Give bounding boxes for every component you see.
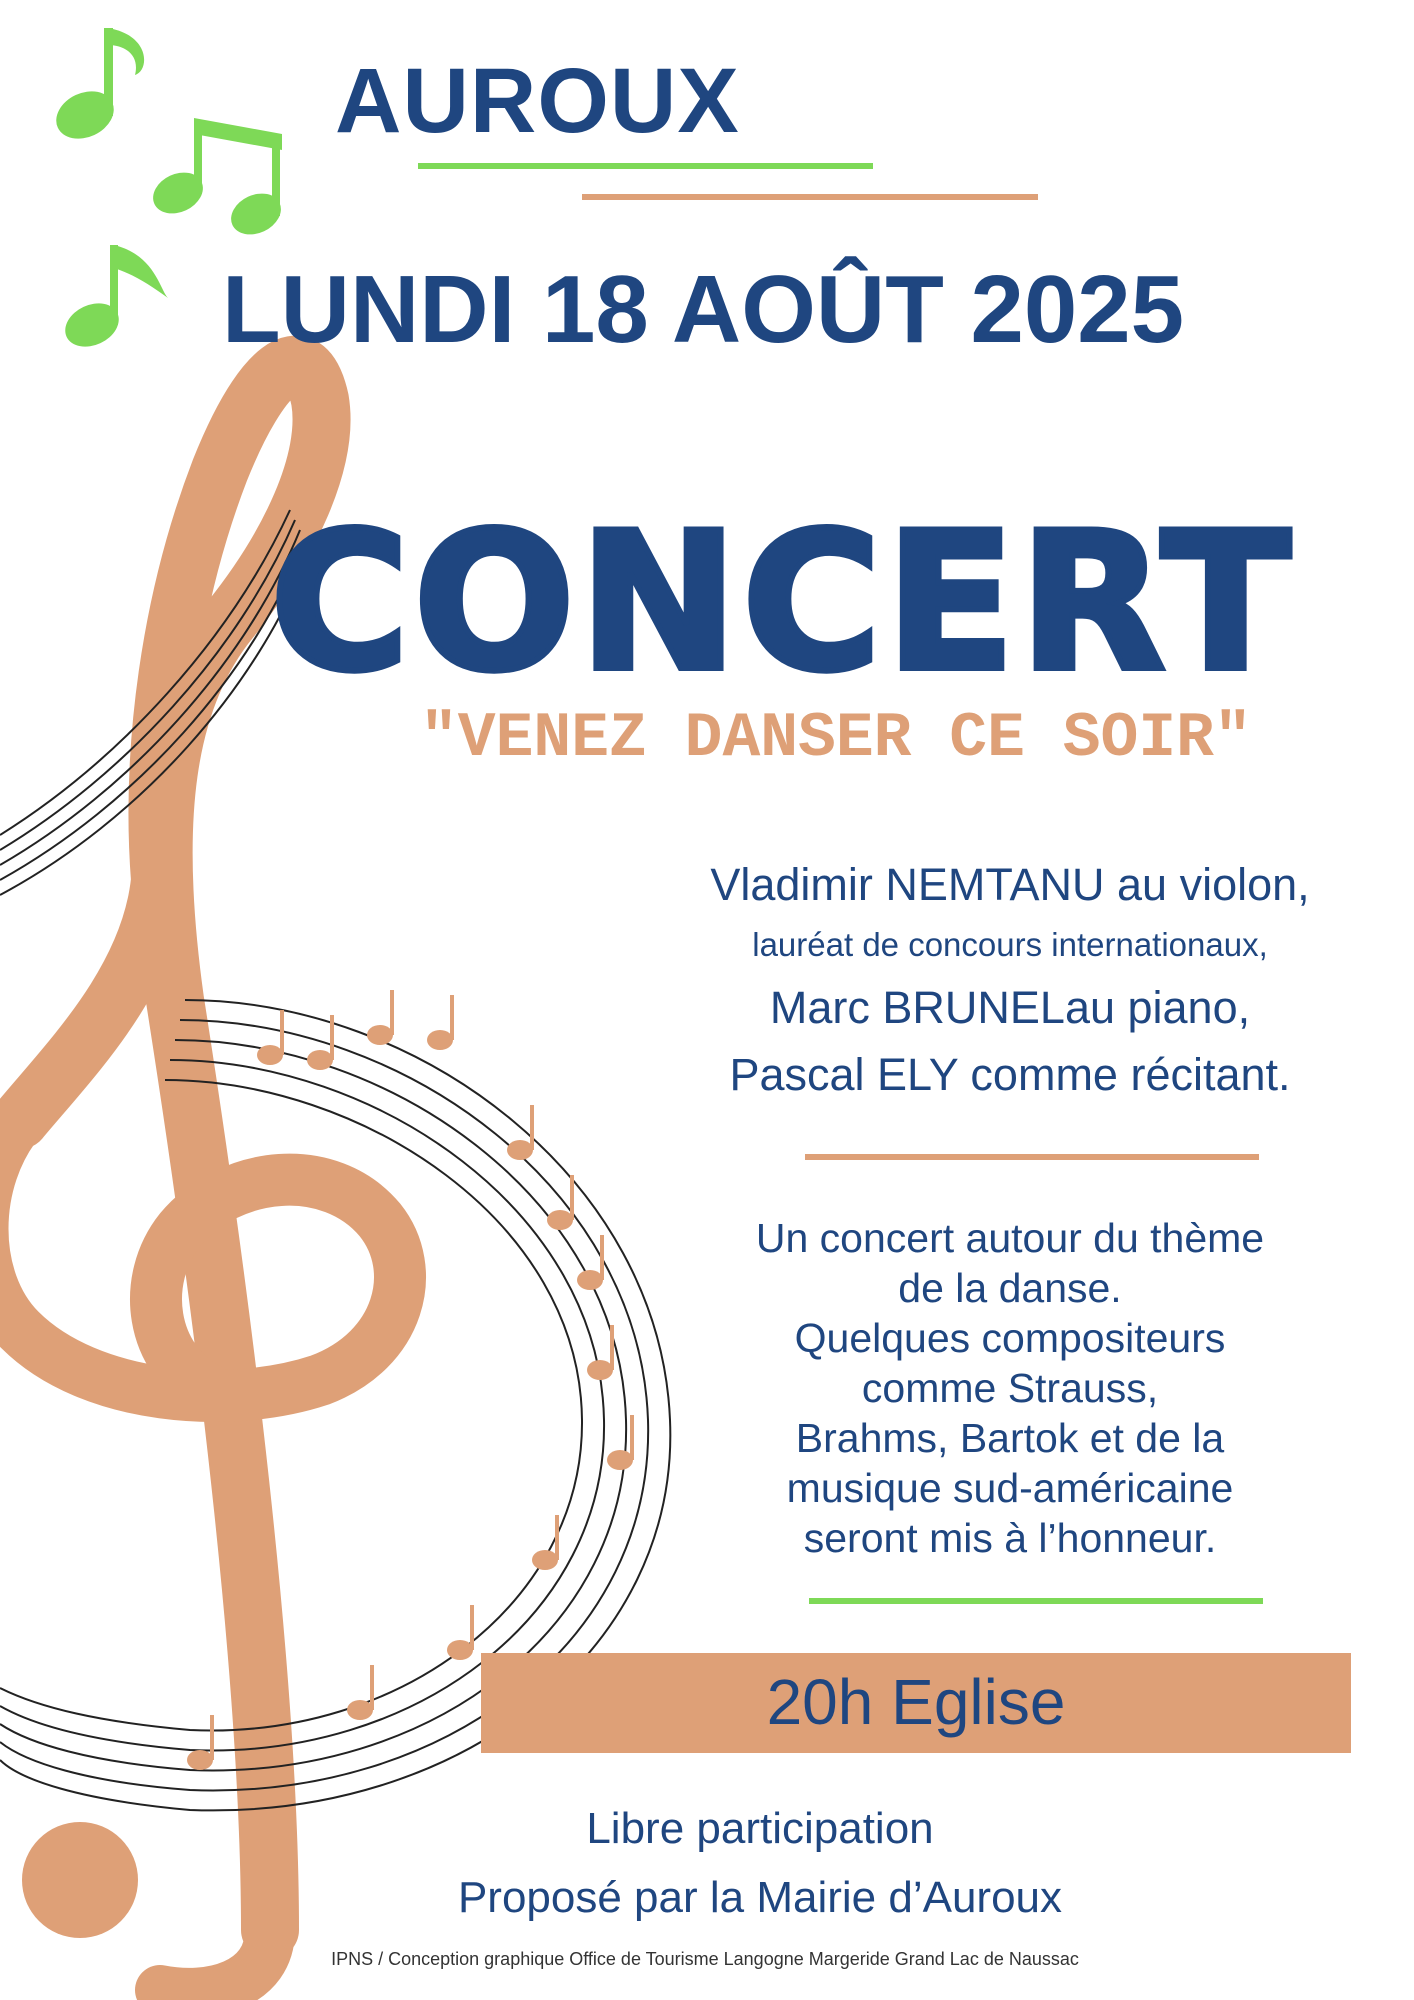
tan-divider	[805, 1154, 1259, 1160]
event-date: LUNDI 18 AOÛT 2025	[222, 256, 1185, 363]
musician-line: Marc BRUNELau piano,	[769, 982, 1251, 1033]
description-line: Quelques compositeurs	[794, 1315, 1226, 1361]
tan-divider	[582, 194, 1038, 200]
musician-line: lauréat de concours internationaux,	[752, 926, 1268, 963]
green-divider	[809, 1598, 1263, 1604]
town-name: AUROUX	[335, 50, 740, 152]
description-line: seront mis à l’honneur.	[803, 1515, 1217, 1561]
description-line: de la danse.	[898, 1265, 1122, 1311]
description-line: musique sud-américaine	[786, 1465, 1234, 1511]
double-music-note-icon	[146, 118, 287, 242]
music-note-icon	[58, 245, 168, 355]
description-line: comme Strauss,	[861, 1365, 1159, 1411]
description-line: Un concert autour du thème	[755, 1215, 1265, 1261]
musician-line: Vladimir NEMTANU au violon,	[710, 859, 1310, 910]
participation-text: Libre participation	[586, 1804, 934, 1853]
organizer-text: Proposé par la Mairie d’Auroux	[457, 1873, 1063, 1922]
musician-line: Pascal ELY comme récitant.	[729, 1049, 1291, 1100]
page-title: CONCERT	[270, 492, 1295, 713]
green-divider	[418, 163, 873, 169]
description-line: Brahms, Bartok et de la	[795, 1415, 1225, 1461]
time-place-text: 20h Eglise	[766, 1666, 1066, 1738]
concert-subtitle: "VENEZ DANSER CE SOIR"	[420, 703, 1252, 774]
music-note-icon	[49, 28, 145, 148]
footer-credit: IPNS / Conception graphique Office de Tourisme Langogne Margeride Grand Lac de Naussac	[331, 1949, 1079, 1969]
